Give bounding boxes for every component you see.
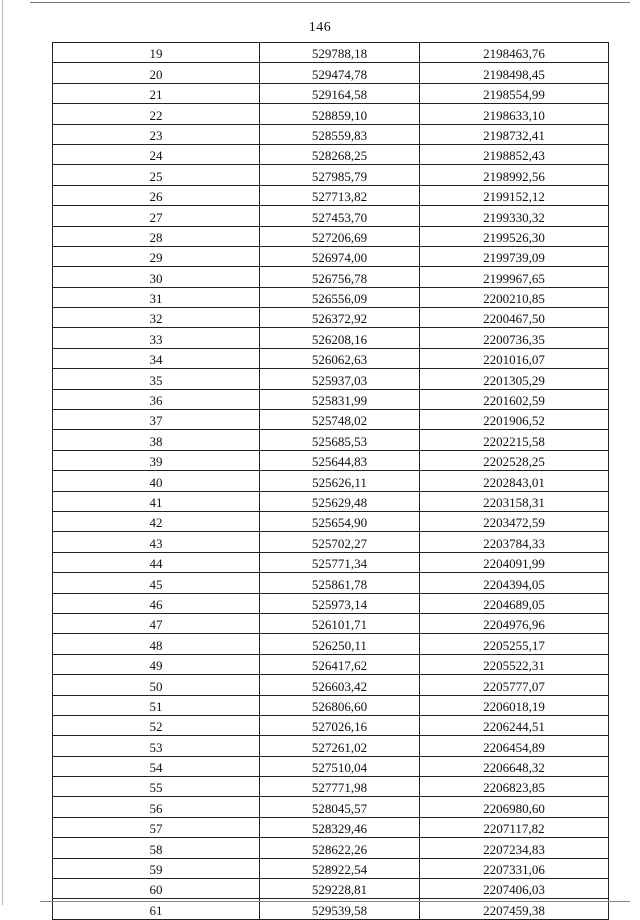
y-coordinate-cell: 2206244,51: [420, 715, 609, 735]
x-coordinate-cell: 527206,69: [260, 226, 420, 246]
y-coordinate-cell: 2202843,01: [420, 471, 609, 491]
y-coordinate-cell: 2198498,45: [420, 63, 609, 83]
table-row: [53, 756, 609, 776]
point-number-cell: 27: [53, 206, 260, 226]
y-coordinate-cell: 2203784,33: [420, 532, 609, 552]
point-number-cell: 29: [53, 246, 260, 266]
y-coordinate-cell: 2201305,29: [420, 369, 609, 389]
point-number-cell: 52: [53, 715, 260, 735]
table-row: [53, 675, 609, 695]
y-coordinate-cell: 2201906,52: [420, 410, 609, 430]
y-coordinate-cell: 2204976,96: [420, 613, 609, 633]
point-number-cell: 54: [53, 756, 260, 776]
x-coordinate-cell: 528268,25: [260, 144, 420, 164]
y-coordinate-cell: 2198732,41: [420, 124, 609, 144]
x-coordinate-cell: 529539,58: [260, 899, 420, 919]
x-coordinate-cell: 525861,78: [260, 573, 420, 593]
table-row: [53, 206, 609, 226]
table-row: [53, 736, 609, 756]
table-row: [53, 552, 609, 572]
y-coordinate-cell: 2204394,05: [420, 573, 609, 593]
point-number-cell: 46: [53, 593, 260, 613]
y-coordinate-cell: 2198633,10: [420, 104, 609, 124]
y-coordinate-cell: 2206454,89: [420, 736, 609, 756]
point-number-cell: 47: [53, 613, 260, 633]
x-coordinate-cell: 527713,82: [260, 185, 420, 205]
point-number-cell: 26: [53, 185, 260, 205]
point-number-cell: 59: [53, 858, 260, 878]
table-row: [53, 817, 609, 837]
x-coordinate-cell: 527261,02: [260, 736, 420, 756]
y-coordinate-cell: 2204689,05: [420, 593, 609, 613]
x-coordinate-cell: 529474,78: [260, 63, 420, 83]
x-coordinate-cell: 528329,46: [260, 817, 420, 837]
y-coordinate-cell: 2198463,76: [420, 43, 609, 63]
point-number-cell: 34: [53, 348, 260, 368]
point-number-cell: 58: [53, 838, 260, 858]
point-number-cell: 50: [53, 675, 260, 695]
point-number-cell: 23: [53, 124, 260, 144]
point-number-cell: 24: [53, 144, 260, 164]
point-number-cell: 41: [53, 491, 260, 511]
y-coordinate-cell: 2207459,38: [420, 899, 609, 919]
x-coordinate-cell: 526372,92: [260, 308, 420, 328]
x-coordinate-cell: 525973,14: [260, 593, 420, 613]
table-row: [53, 430, 609, 450]
table-row: [53, 348, 609, 368]
y-coordinate-cell: 2206648,32: [420, 756, 609, 776]
table-row: [53, 593, 609, 613]
point-number-cell: 56: [53, 797, 260, 817]
coordinates-table: [52, 42, 609, 920]
point-number-cell: 39: [53, 450, 260, 470]
table-row: [53, 185, 609, 205]
point-number-cell: 31: [53, 287, 260, 307]
point-number-cell: 25: [53, 165, 260, 185]
x-coordinate-cell: 525654,90: [260, 511, 420, 531]
table-row: [53, 246, 609, 266]
x-coordinate-cell: 526250,11: [260, 634, 420, 654]
table-row: [53, 43, 609, 63]
point-number-cell: 55: [53, 777, 260, 797]
point-number-cell: 38: [53, 430, 260, 450]
x-coordinate-cell: 525702,27: [260, 532, 420, 552]
point-number-cell: 51: [53, 695, 260, 715]
x-coordinate-cell: 529228,81: [260, 879, 420, 899]
y-coordinate-cell: 2207234,83: [420, 838, 609, 858]
y-coordinate-cell: 2205522,31: [420, 654, 609, 674]
table-row: [53, 634, 609, 654]
table-row: [53, 879, 609, 899]
point-number-cell: 21: [53, 83, 260, 103]
point-number-cell: 32: [53, 308, 260, 328]
scan-bottom-line: [40, 901, 630, 902]
x-coordinate-cell: 527453,70: [260, 206, 420, 226]
y-coordinate-cell: 2198554,99: [420, 83, 609, 103]
x-coordinate-cell: 525685,53: [260, 430, 420, 450]
x-coordinate-cell: 525626,11: [260, 471, 420, 491]
y-coordinate-cell: 2202528,25: [420, 450, 609, 470]
point-number-cell: 28: [53, 226, 260, 246]
x-coordinate-cell: 527985,79: [260, 165, 420, 185]
point-number-cell: 61: [53, 899, 260, 919]
x-coordinate-cell: 525831,99: [260, 389, 420, 409]
point-number-cell: 40: [53, 471, 260, 491]
table-row: [53, 328, 609, 348]
table-row: [53, 410, 609, 430]
x-coordinate-cell: 526556,09: [260, 287, 420, 307]
point-number-cell: 30: [53, 267, 260, 287]
y-coordinate-cell: 2205255,17: [420, 634, 609, 654]
point-number-cell: 43: [53, 532, 260, 552]
y-coordinate-cell: 2199526,30: [420, 226, 609, 246]
y-coordinate-cell: 2200736,35: [420, 328, 609, 348]
table-row: [53, 369, 609, 389]
x-coordinate-cell: 528859,10: [260, 104, 420, 124]
x-coordinate-cell: 529164,58: [260, 83, 420, 103]
point-number-cell: 57: [53, 817, 260, 837]
y-coordinate-cell: 2206018,19: [420, 695, 609, 715]
y-coordinate-cell: 2200467,50: [420, 308, 609, 328]
table-row: [53, 613, 609, 633]
x-coordinate-cell: 526806,60: [260, 695, 420, 715]
point-number-cell: 20: [53, 63, 260, 83]
y-coordinate-cell: 2199152,12: [420, 185, 609, 205]
table-row: [53, 471, 609, 491]
table-row: [53, 308, 609, 328]
table-row: [53, 287, 609, 307]
page-number: 146: [308, 20, 332, 35]
y-coordinate-cell: 2203472,59: [420, 511, 609, 531]
y-coordinate-cell: 2199967,65: [420, 267, 609, 287]
scan-top-line: [30, 2, 630, 3]
table-row: [53, 797, 609, 817]
table-row: [53, 573, 609, 593]
point-number-cell: 37: [53, 410, 260, 430]
point-number-cell: 36: [53, 389, 260, 409]
table-row: [53, 450, 609, 470]
x-coordinate-cell: 529788,18: [260, 43, 420, 63]
table-row: [53, 532, 609, 552]
x-coordinate-cell: 525748,02: [260, 410, 420, 430]
x-coordinate-cell: 526974,00: [260, 246, 420, 266]
point-number-cell: 49: [53, 654, 260, 674]
y-coordinate-cell: 2202215,58: [420, 430, 609, 450]
y-coordinate-cell: 2200210,85: [420, 287, 609, 307]
point-number-cell: 33: [53, 328, 260, 348]
table-row: [53, 858, 609, 878]
table-row: [53, 83, 609, 103]
table-row: [53, 63, 609, 83]
y-coordinate-cell: 2207331,06: [420, 858, 609, 878]
y-coordinate-cell: 2198992,56: [420, 165, 609, 185]
x-coordinate-cell: 525937,03: [260, 369, 420, 389]
point-number-cell: 35: [53, 369, 260, 389]
x-coordinate-cell: 526208,16: [260, 328, 420, 348]
y-coordinate-cell: 2199739,09: [420, 246, 609, 266]
y-coordinate-cell: 2199330,32: [420, 206, 609, 226]
x-coordinate-cell: 526062,63: [260, 348, 420, 368]
table-row: [53, 838, 609, 858]
y-coordinate-cell: 2207406,03: [420, 879, 609, 899]
point-number-cell: 48: [53, 634, 260, 654]
table-row: [53, 715, 609, 735]
y-coordinate-cell: 2206823,85: [420, 777, 609, 797]
y-coordinate-cell: 2207117,82: [420, 817, 609, 837]
y-coordinate-cell: 2201016,07: [420, 348, 609, 368]
table-row: [53, 777, 609, 797]
table-row: [53, 491, 609, 511]
y-coordinate-cell: 2205777,07: [420, 675, 609, 695]
point-number-cell: 44: [53, 552, 260, 572]
x-coordinate-cell: 527510,04: [260, 756, 420, 776]
point-number-cell: 42: [53, 511, 260, 531]
x-coordinate-cell: 527771,98: [260, 777, 420, 797]
point-number-cell: 60: [53, 879, 260, 899]
x-coordinate-cell: 526417,62: [260, 654, 420, 674]
x-coordinate-cell: 527026,16: [260, 715, 420, 735]
x-coordinate-cell: 525644,83: [260, 450, 420, 470]
scan-left-edge: [2, 0, 3, 905]
x-coordinate-cell: 525771,34: [260, 552, 420, 572]
table-row: [53, 226, 609, 246]
table-row: [53, 144, 609, 164]
point-number-cell: 53: [53, 736, 260, 756]
coordinates-table-body: [53, 43, 609, 920]
table-row: [53, 165, 609, 185]
point-number-cell: 22: [53, 104, 260, 124]
y-coordinate-cell: 2201602,59: [420, 389, 609, 409]
table-row: [53, 267, 609, 287]
table-row: [53, 104, 609, 124]
y-coordinate-cell: 2206980,60: [420, 797, 609, 817]
table-row: [53, 511, 609, 531]
x-coordinate-cell: 526603,42: [260, 675, 420, 695]
x-coordinate-cell: 528559,83: [260, 124, 420, 144]
table-row: [53, 389, 609, 409]
x-coordinate-cell: 526101,71: [260, 613, 420, 633]
table-row: [53, 654, 609, 674]
y-coordinate-cell: 2204091,99: [420, 552, 609, 572]
y-coordinate-cell: 2198852,43: [420, 144, 609, 164]
x-coordinate-cell: 526756,78: [260, 267, 420, 287]
x-coordinate-cell: 525629,48: [260, 491, 420, 511]
x-coordinate-cell: 528622,26: [260, 838, 420, 858]
y-coordinate-cell: 2203158,31: [420, 491, 609, 511]
point-number-cell: 45: [53, 573, 260, 593]
x-coordinate-cell: 528922,54: [260, 858, 420, 878]
table-row: [53, 124, 609, 144]
x-coordinate-cell: 528045,57: [260, 797, 420, 817]
table-row: [53, 695, 609, 715]
point-number-cell: 19: [53, 43, 260, 63]
